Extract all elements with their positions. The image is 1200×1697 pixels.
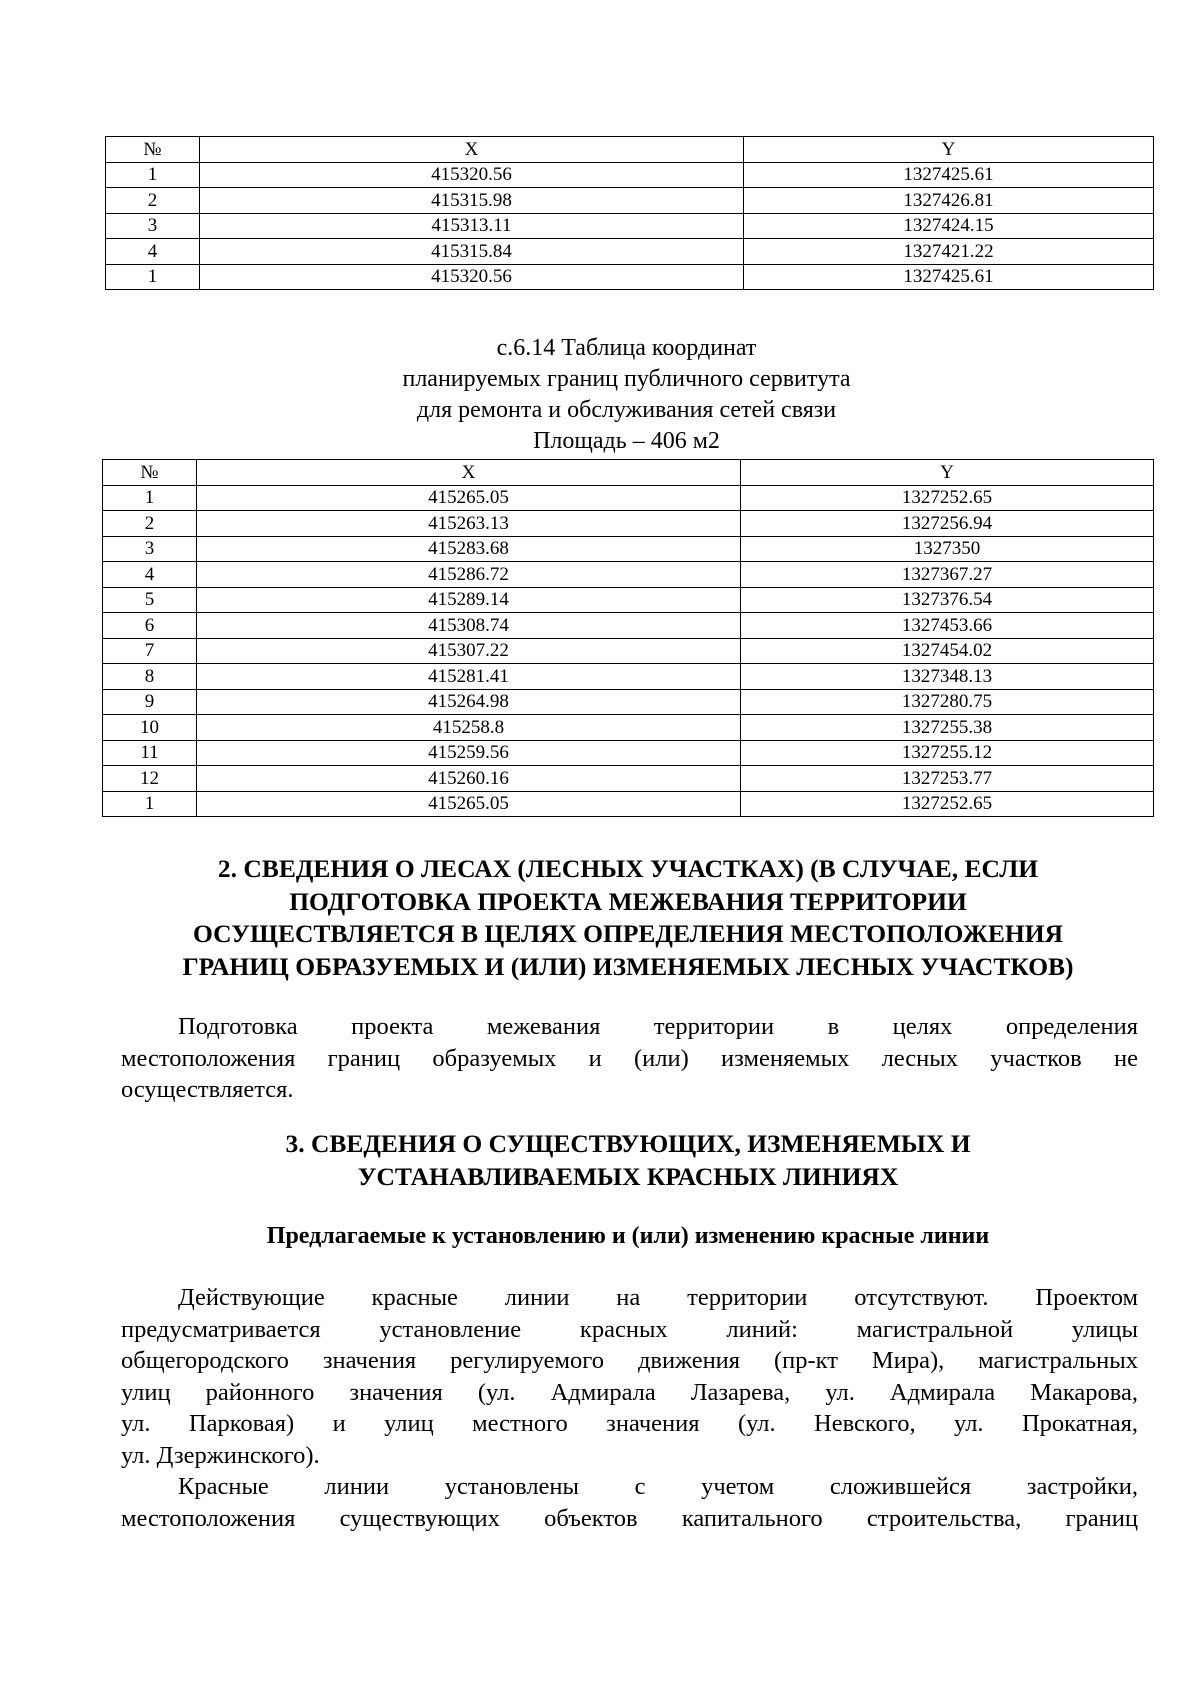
table-row — [103, 485, 1154, 511]
cell-x: 415264.98 — [197, 689, 741, 715]
header-y: Y — [744, 137, 1154, 163]
header-number: № — [103, 460, 197, 486]
cell-x: 415320.56 — [200, 264, 744, 290]
coordinates-table-servitude — [102, 459, 1154, 817]
cell-x: 415315.98 — [200, 188, 744, 214]
cell-x: 415320.56 — [200, 162, 744, 188]
caption-line-1: с.6.14 Таблица координат — [496, 335, 757, 361]
table-caption — [0, 333, 1200, 457]
heading-line: 3. СВЕДЕНИЯ О СУЩЕСТВУЮЩИХ, ИЗМЕНЯЕМЫХ И — [285, 1129, 971, 1158]
paragraph-line: осуществляется. — [121, 1076, 294, 1103]
cell-number: 3 — [103, 536, 197, 562]
cell-x: 415281.41 — [197, 664, 741, 690]
cell-number: 11 — [103, 740, 197, 766]
cell-number: 7 — [103, 638, 197, 664]
section-2-paragraph — [121, 1011, 1138, 1106]
paragraph-line: ул. Парковая) и улиц местного значения (ул. Невского, ул. Прокатная, — [121, 1410, 1138, 1437]
heading-line: ПОДГОТОВКА ПРОЕКТА МЕЖЕВАНИЯ ТЕРРИТОРИИ — [289, 886, 967, 916]
header-x: X — [197, 460, 741, 486]
cell-x: 415265.05 — [197, 791, 741, 817]
cell-y: 1327453.66 — [741, 613, 1154, 639]
cell-x: 415289.14 — [197, 587, 741, 613]
cell-y: 1327376.54 — [741, 587, 1154, 613]
table-row — [106, 213, 1154, 239]
heading-line: 2. СВЕДЕНИЯ О ЛЕСАХ (ЛЕСНЫХ УЧАСТКАХ) (В СЛУЧАЕ, ЕСЛИ — [217, 854, 1039, 883]
table-header-row — [103, 460, 1154, 486]
cell-number: 3 — [106, 213, 200, 239]
cell-y: 1327252.65 — [741, 485, 1154, 511]
cell-number: 1 — [103, 485, 197, 511]
table-header-row — [106, 137, 1154, 163]
cell-number: 6 — [103, 613, 197, 639]
cell-number: 5 — [103, 587, 197, 613]
cell-x: 415265.05 — [197, 485, 741, 511]
table-row — [103, 638, 1154, 664]
cell-x: 415315.84 — [200, 239, 744, 265]
cell-y: 1327255.12 — [741, 740, 1154, 766]
cell-y: 1327256.94 — [741, 511, 1154, 537]
coordinates-table-previous — [105, 136, 1154, 290]
table-row — [106, 239, 1154, 265]
paragraph-line: местоположения границ образуемых и (или) изменяемых лесных участков не — [121, 1044, 1138, 1072]
table-row — [103, 511, 1154, 537]
cell-y: 1327348.13 — [741, 664, 1154, 690]
cell-x: 415259.56 — [197, 740, 741, 766]
paragraph-line: улиц районного значения (ул. Адмирала Лазарева, ул. Адмирала Макарова, — [121, 1378, 1138, 1406]
table-row — [103, 740, 1154, 766]
table-row — [103, 715, 1154, 741]
cell-y: 1327425.61 — [744, 264, 1154, 290]
section-3-paragraph-1 — [121, 1282, 1138, 1471]
cell-number: 8 — [103, 664, 197, 690]
cell-y: 1327280.75 — [741, 689, 1154, 715]
cell-x: 415307.22 — [197, 638, 741, 664]
cell-y: 1327253.77 — [741, 766, 1154, 792]
cell-x: 415263.13 — [197, 511, 741, 537]
section-3-subheading: Предлагаемые к установлению и (или) изменению красные линии — [266, 1223, 990, 1249]
table-row — [106, 162, 1154, 188]
cell-x: 415286.72 — [197, 562, 741, 588]
table-row — [103, 587, 1154, 613]
cell-y: 1327425.61 — [744, 162, 1154, 188]
cell-y: 1327421.22 — [744, 239, 1154, 265]
cell-number: 2 — [103, 511, 197, 537]
heading-line: УСТАНАВЛИВАЕМЫХ КРАСНЫХ ЛИНИЯХ — [357, 1161, 899, 1191]
cell-number: 1 — [103, 791, 197, 817]
caption-area: Площадь – 406 м2 — [533, 428, 720, 454]
cell-y: 1327350 — [741, 536, 1154, 562]
cell-y: 1327454.02 — [741, 638, 1154, 664]
cell-x: 415258.8 — [197, 715, 741, 741]
table-row — [106, 188, 1154, 214]
heading-line: ГРАНИЦ ОБРАЗУЕМЫХ И (ИЛИ) ИЗМЕНЯЕМЫХ ЛЕСНЫХ УЧАСТКОВ) — [182, 951, 1074, 981]
cell-number: 2 — [106, 188, 200, 214]
cell-y: 1327367.27 — [741, 562, 1154, 588]
table-row — [103, 766, 1154, 792]
paragraph-line: Подготовка проекта межевания территории в целях определения — [178, 1013, 1138, 1040]
header-number: № — [106, 137, 200, 163]
cell-x: 415308.74 — [197, 613, 741, 639]
cell-x: 415260.16 — [197, 766, 741, 792]
cell-number: 4 — [106, 239, 200, 265]
cell-x: 415283.68 — [197, 536, 741, 562]
cell-number: 1 — [106, 264, 200, 290]
cell-number: 1 — [106, 162, 200, 188]
cell-number: 12 — [103, 766, 197, 792]
paragraph-line: ул. Дзержинского). — [121, 1441, 320, 1469]
section-3-paragraph-2 — [121, 1471, 1138, 1534]
cell-y: 1327426.81 — [744, 188, 1154, 214]
table-row — [103, 664, 1154, 690]
paragraph-line: местоположения существующих объектов капитального строительства, границ — [121, 1504, 1138, 1532]
caption-line-2: планируемых границ публичного сервитута — [402, 366, 851, 392]
paragraph-line: предусматривается установление красных линий: магистральной улицы — [121, 1315, 1138, 1343]
paragraph-line: Действующие красные линии на территории отсутствуют. Проектом — [178, 1284, 1138, 1311]
cell-y: 1327252.65 — [741, 791, 1154, 817]
section-2-heading — [102, 853, 1154, 983]
table-row — [103, 562, 1154, 588]
cell-number: 9 — [103, 689, 197, 715]
table-row — [103, 689, 1154, 715]
cell-y: 1327424.15 — [744, 213, 1154, 239]
heading-line: ОСУЩЕСТВЛЯЕТСЯ В ЦЕЛЯХ ОПРЕДЕЛЕНИЯ МЕСТОПОЛОЖЕНИЯ — [193, 919, 1063, 948]
paragraph-line: общегородского значения регулируемого движения (пр-кт Мира), магистральных — [121, 1347, 1138, 1374]
table-row — [103, 613, 1154, 639]
table-row — [103, 536, 1154, 562]
cell-x: 415313.11 — [200, 213, 744, 239]
cell-number: 4 — [103, 562, 197, 588]
paragraph-line: Красные линии установлены с учетом сложившейся застройки, — [178, 1473, 1138, 1500]
section-3-heading — [102, 1128, 1154, 1193]
cell-y: 1327255.38 — [741, 715, 1154, 741]
table-row — [103, 791, 1154, 817]
cell-number: 10 — [103, 715, 197, 741]
table-row — [106, 264, 1154, 290]
header-y: Y — [741, 460, 1154, 486]
header-x: X — [200, 137, 744, 163]
caption-line-3: для ремонта и обслуживания сетей связи — [416, 397, 837, 423]
